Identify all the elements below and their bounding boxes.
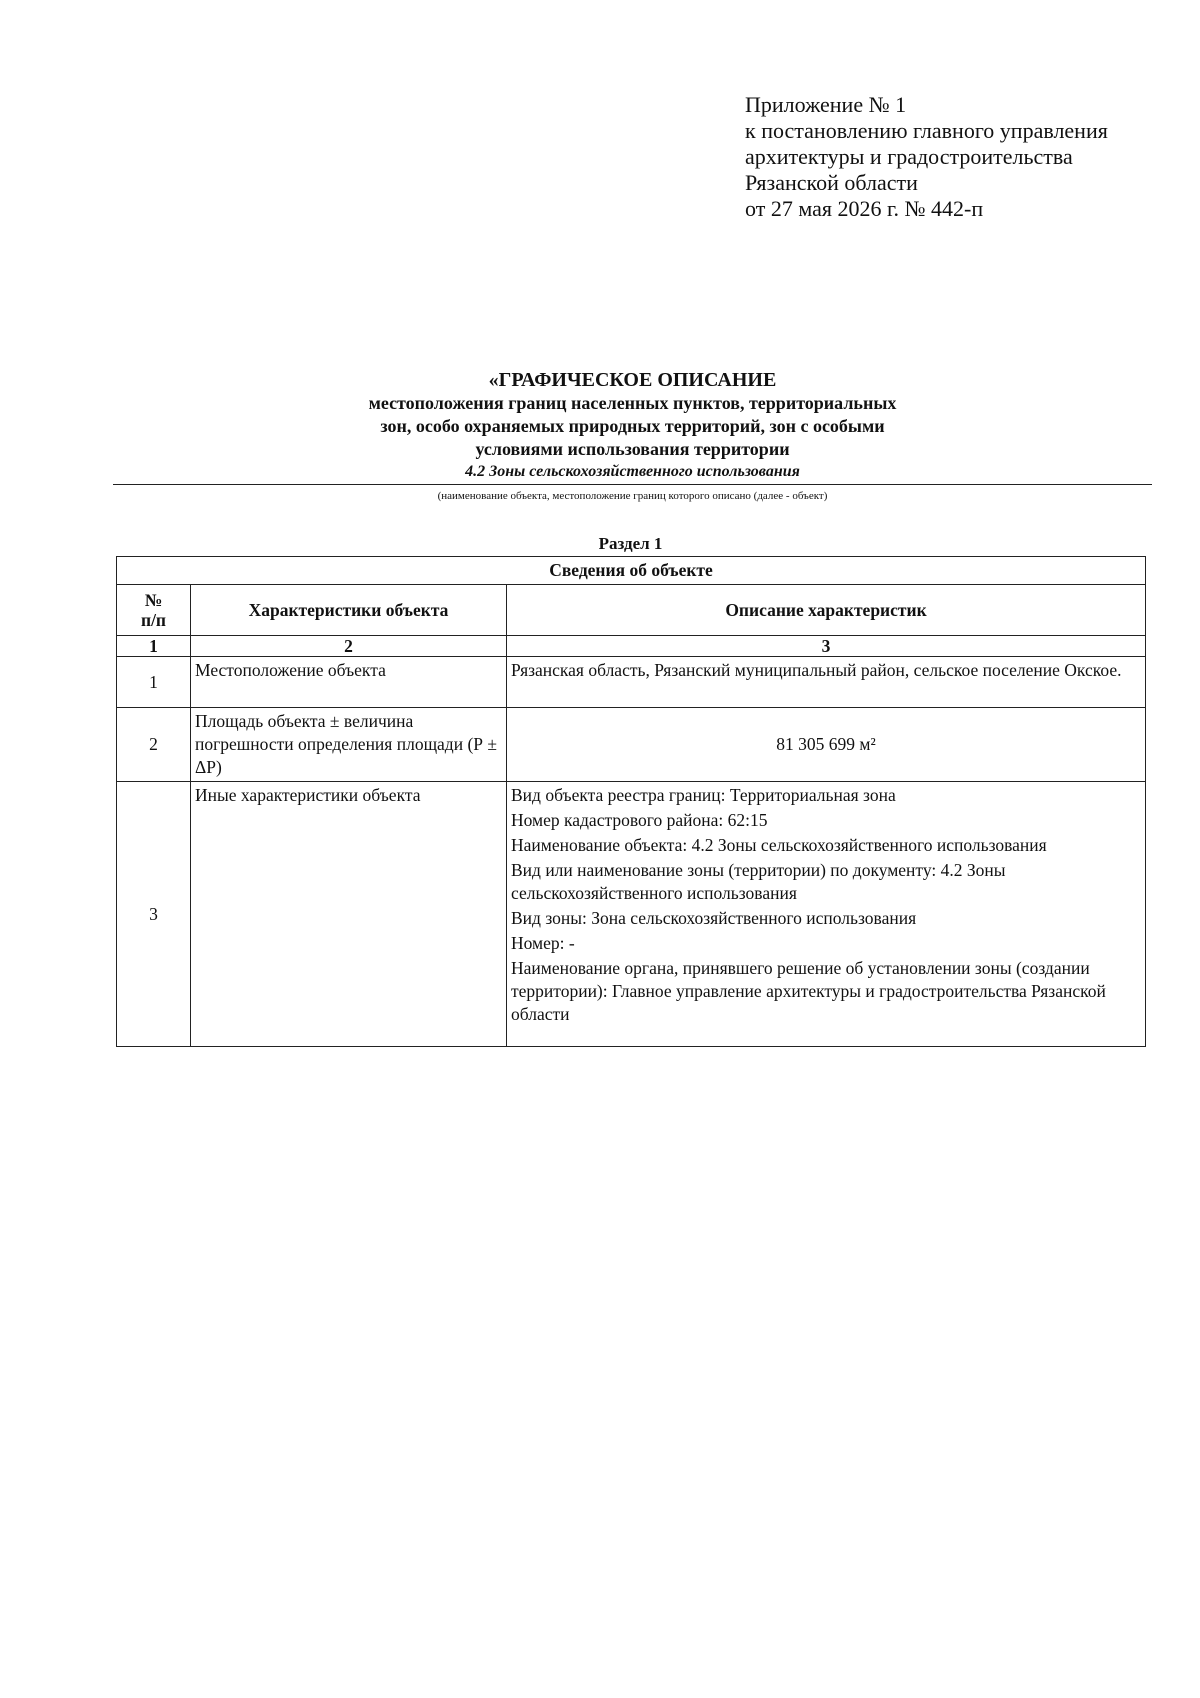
- row-characteristic: Местоположение объекта: [191, 657, 507, 708]
- object-info-table: [116, 556, 1146, 1047]
- header-description: Описание характеристик: [507, 585, 1146, 636]
- description-line: Рязанская область, Рязанский муниципальный район, сельское поселение Окское.: [511, 660, 1122, 680]
- annex-line: к постановлению главного управления: [745, 118, 1108, 143]
- row-number: 3: [117, 782, 191, 1047]
- document-title: [120, 368, 1145, 503]
- section-title: Раздел 1: [598, 534, 663, 553]
- object-name-note: (наименование объекта, местоположение границ которого описано (далее - объект): [437, 490, 828, 502]
- title-main: «ГРАФИЧЕСКОЕ ОПИСАНИЕ: [488, 369, 777, 391]
- column-number-row: [117, 636, 1146, 657]
- row-description: [507, 708, 1146, 782]
- annex-line: Рязанской области: [745, 170, 918, 195]
- annex-line: архитектуры и градостроительства: [745, 144, 1073, 169]
- description-line: Вид зоны: Зона сельскохозяйственного использования: [511, 908, 917, 928]
- row-number: 2: [117, 708, 191, 782]
- row-characteristic: Площадь объекта ± величина погрешности определения площади (Р ± ΔР): [191, 708, 507, 782]
- annex-line: Приложение № 1: [745, 92, 907, 117]
- description-line: Наименование органа, принявшего решение об установлении зоны (создании территории): Главное управление архитектуры и градостроительства Рязанской области: [511, 958, 1106, 1024]
- column-number: 2: [191, 636, 507, 657]
- table-row: [117, 708, 1146, 782]
- description-line: Вид или наименование зоны (территории) по документу: 4.2 Зоны сельскохозяйственного использования: [511, 860, 1006, 903]
- row-description: [507, 657, 1146, 708]
- column-number: 1: [117, 636, 191, 657]
- table-row: [117, 657, 1146, 708]
- row-description: [507, 782, 1146, 1047]
- annex-block: [745, 92, 1108, 222]
- title-line: местоположения границ населенных пунктов, территориальных: [368, 393, 897, 413]
- description-line: Номер кадастрового района: 62:15: [511, 810, 768, 830]
- area-value: 81 305 699 м²: [776, 734, 876, 754]
- row-number: 1: [117, 657, 191, 708]
- column-number: 3: [507, 636, 1146, 657]
- table-header-row: [117, 585, 1146, 636]
- description-line: Номер: -: [511, 933, 575, 953]
- header-number: № п/п: [117, 585, 191, 636]
- description-line: Наименование объекта: 4.2 Зоны сельскохозяйственного использования: [511, 835, 1047, 855]
- table-caption-row: [117, 557, 1146, 585]
- object-name: 4.2 Зоны сельскохозяйственного использования: [113, 461, 1152, 485]
- table-caption: Сведения об объекте: [117, 557, 1146, 585]
- row-characteristic: Иные характеристики объекта: [191, 782, 507, 1047]
- header-characteristic: Характеристики объекта: [191, 585, 507, 636]
- title-line: зон, особо охраняемых природных территорий, зон с особыми: [380, 416, 885, 436]
- annex-line: от 27 мая 2026 г. № 442-п: [745, 196, 984, 221]
- table-row: [117, 782, 1146, 1047]
- title-line: условиями использования территории: [475, 439, 790, 459]
- description-line: Вид объекта реестра границ: Территориальная зона: [511, 785, 896, 805]
